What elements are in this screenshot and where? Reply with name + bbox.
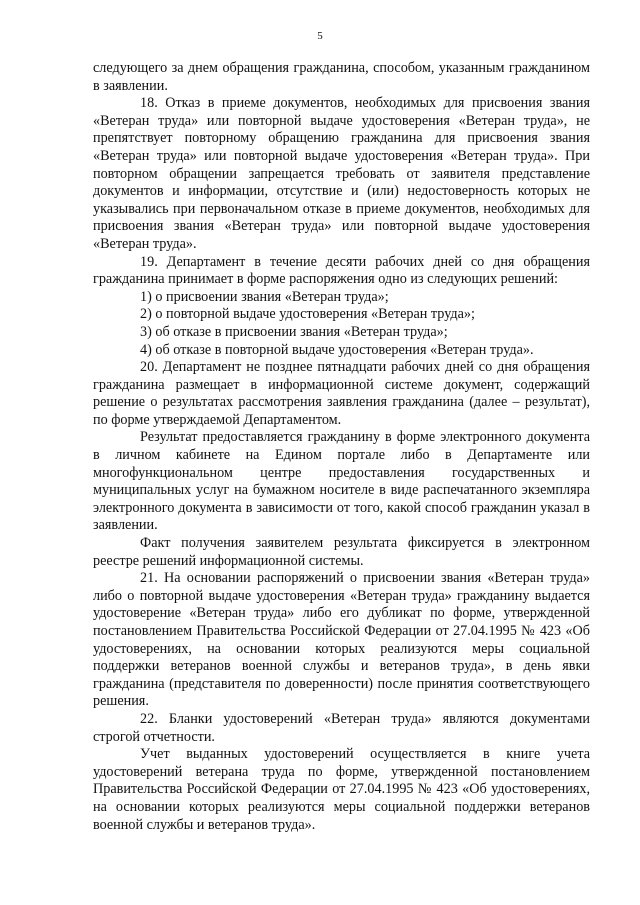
list-item-4: 4) об отказе в повторной выдаче удостоверения «Ветеран труда». — [140, 341, 534, 358]
list-item-2: 2) о повторной выдаче удостоверения «Ветеран труда»; — [140, 306, 475, 323]
list-item-1: 1) о присвоении звания «Ветеран труда»; — [140, 288, 389, 305]
paragraph-18: 18. Отказ в приеме документов, необходимых для присвоения звания «Ветеран труда» или повторной выдаче удостоверения «Ветеран труда», не препятствует повторному обращению гражданина для присвоения звания «Ветеран труда» или повторной выдаче удостоверения «Ветеран труда». При повторном обращении запрещается требовать от заявителя представление документов и информации, отсутствие и (или) недостоверность которых не указывались при первоначальном отказе в приеме документов, необходимых для присвоения звания «Ветеран труда» или повторной выдаче удостоверения «Ветеран труда». — [93, 95, 590, 252]
paragraph-accounting: Учет выданных удостоверений осуществляется в книге учета удостоверений ветерана труда по форме, утвержденной постановлением Правительства Российской Федерации от 27.04.1995 № 423 «Об удостоверениях, на основании которых реализуются меры социальной поддержки ветеранов военной службы и ветеранов труда». — [93, 746, 590, 833]
page-number: 5 — [317, 30, 323, 42]
list-item-3: 3) об отказе в присвоении звания «Ветеран труда»; — [140, 323, 448, 340]
paragraph-19: 19. Департамент в течение десяти рабочих дней со дня обращения гражданина принимает в форме распоряжения одно из следующих решений: — [93, 253, 590, 288]
paragraph-result: Результат предоставляется гражданину в форме электронного документа в личном кабинете на Едином портале либо в Департаменте или многофункциональном центре предоставления государственных и муниципальных услуг на бумажном носителе в виде распечатанного экземпляра электронного документа в зависимости от того, какой способ гражданин указал в заявлении. — [93, 429, 590, 534]
paragraph-20: 20. Департамент не позднее пятнадцати рабочих дней со дня обращения гражданина размещает в информационной системе документ, содержащий решение о результатах рассмотрения заявления гражданина (далее – результат), по форме утверждаемой Департаментом. — [93, 359, 590, 428]
document-body — [93, 60, 590, 834]
paragraph-22: 22. Бланки удостоверений «Ветеран труда» являются документами строгой отчетности. — [93, 710, 590, 745]
paragraph-receipt-fact: Факт получения заявителем результата фиксируется в электронном реестре решений информационной системы. — [93, 535, 590, 569]
paragraph-21: 21. На основании распоряжений о присвоении звания «Ветеран труда» либо о повторной выдаче удостоверения «Ветеран труда» гражданину выдается удостоверение «Ветеран труда» либо его дубликат по форме, утвержденной постановлением Правительства Российской Федерации от 27.04.1995 № 423 «Об удостоверениях, на основании которых реализуются меры социальной поддержки ветеранов военной службы и ветеранов труда», в день явки гражданина (представителя по доверенности) после принятия соответствующего решения. — [93, 570, 590, 710]
paragraph-continuation: следующего за днем обращения гражданина, способом, указанным гражданином в заявлении. — [93, 60, 590, 94]
